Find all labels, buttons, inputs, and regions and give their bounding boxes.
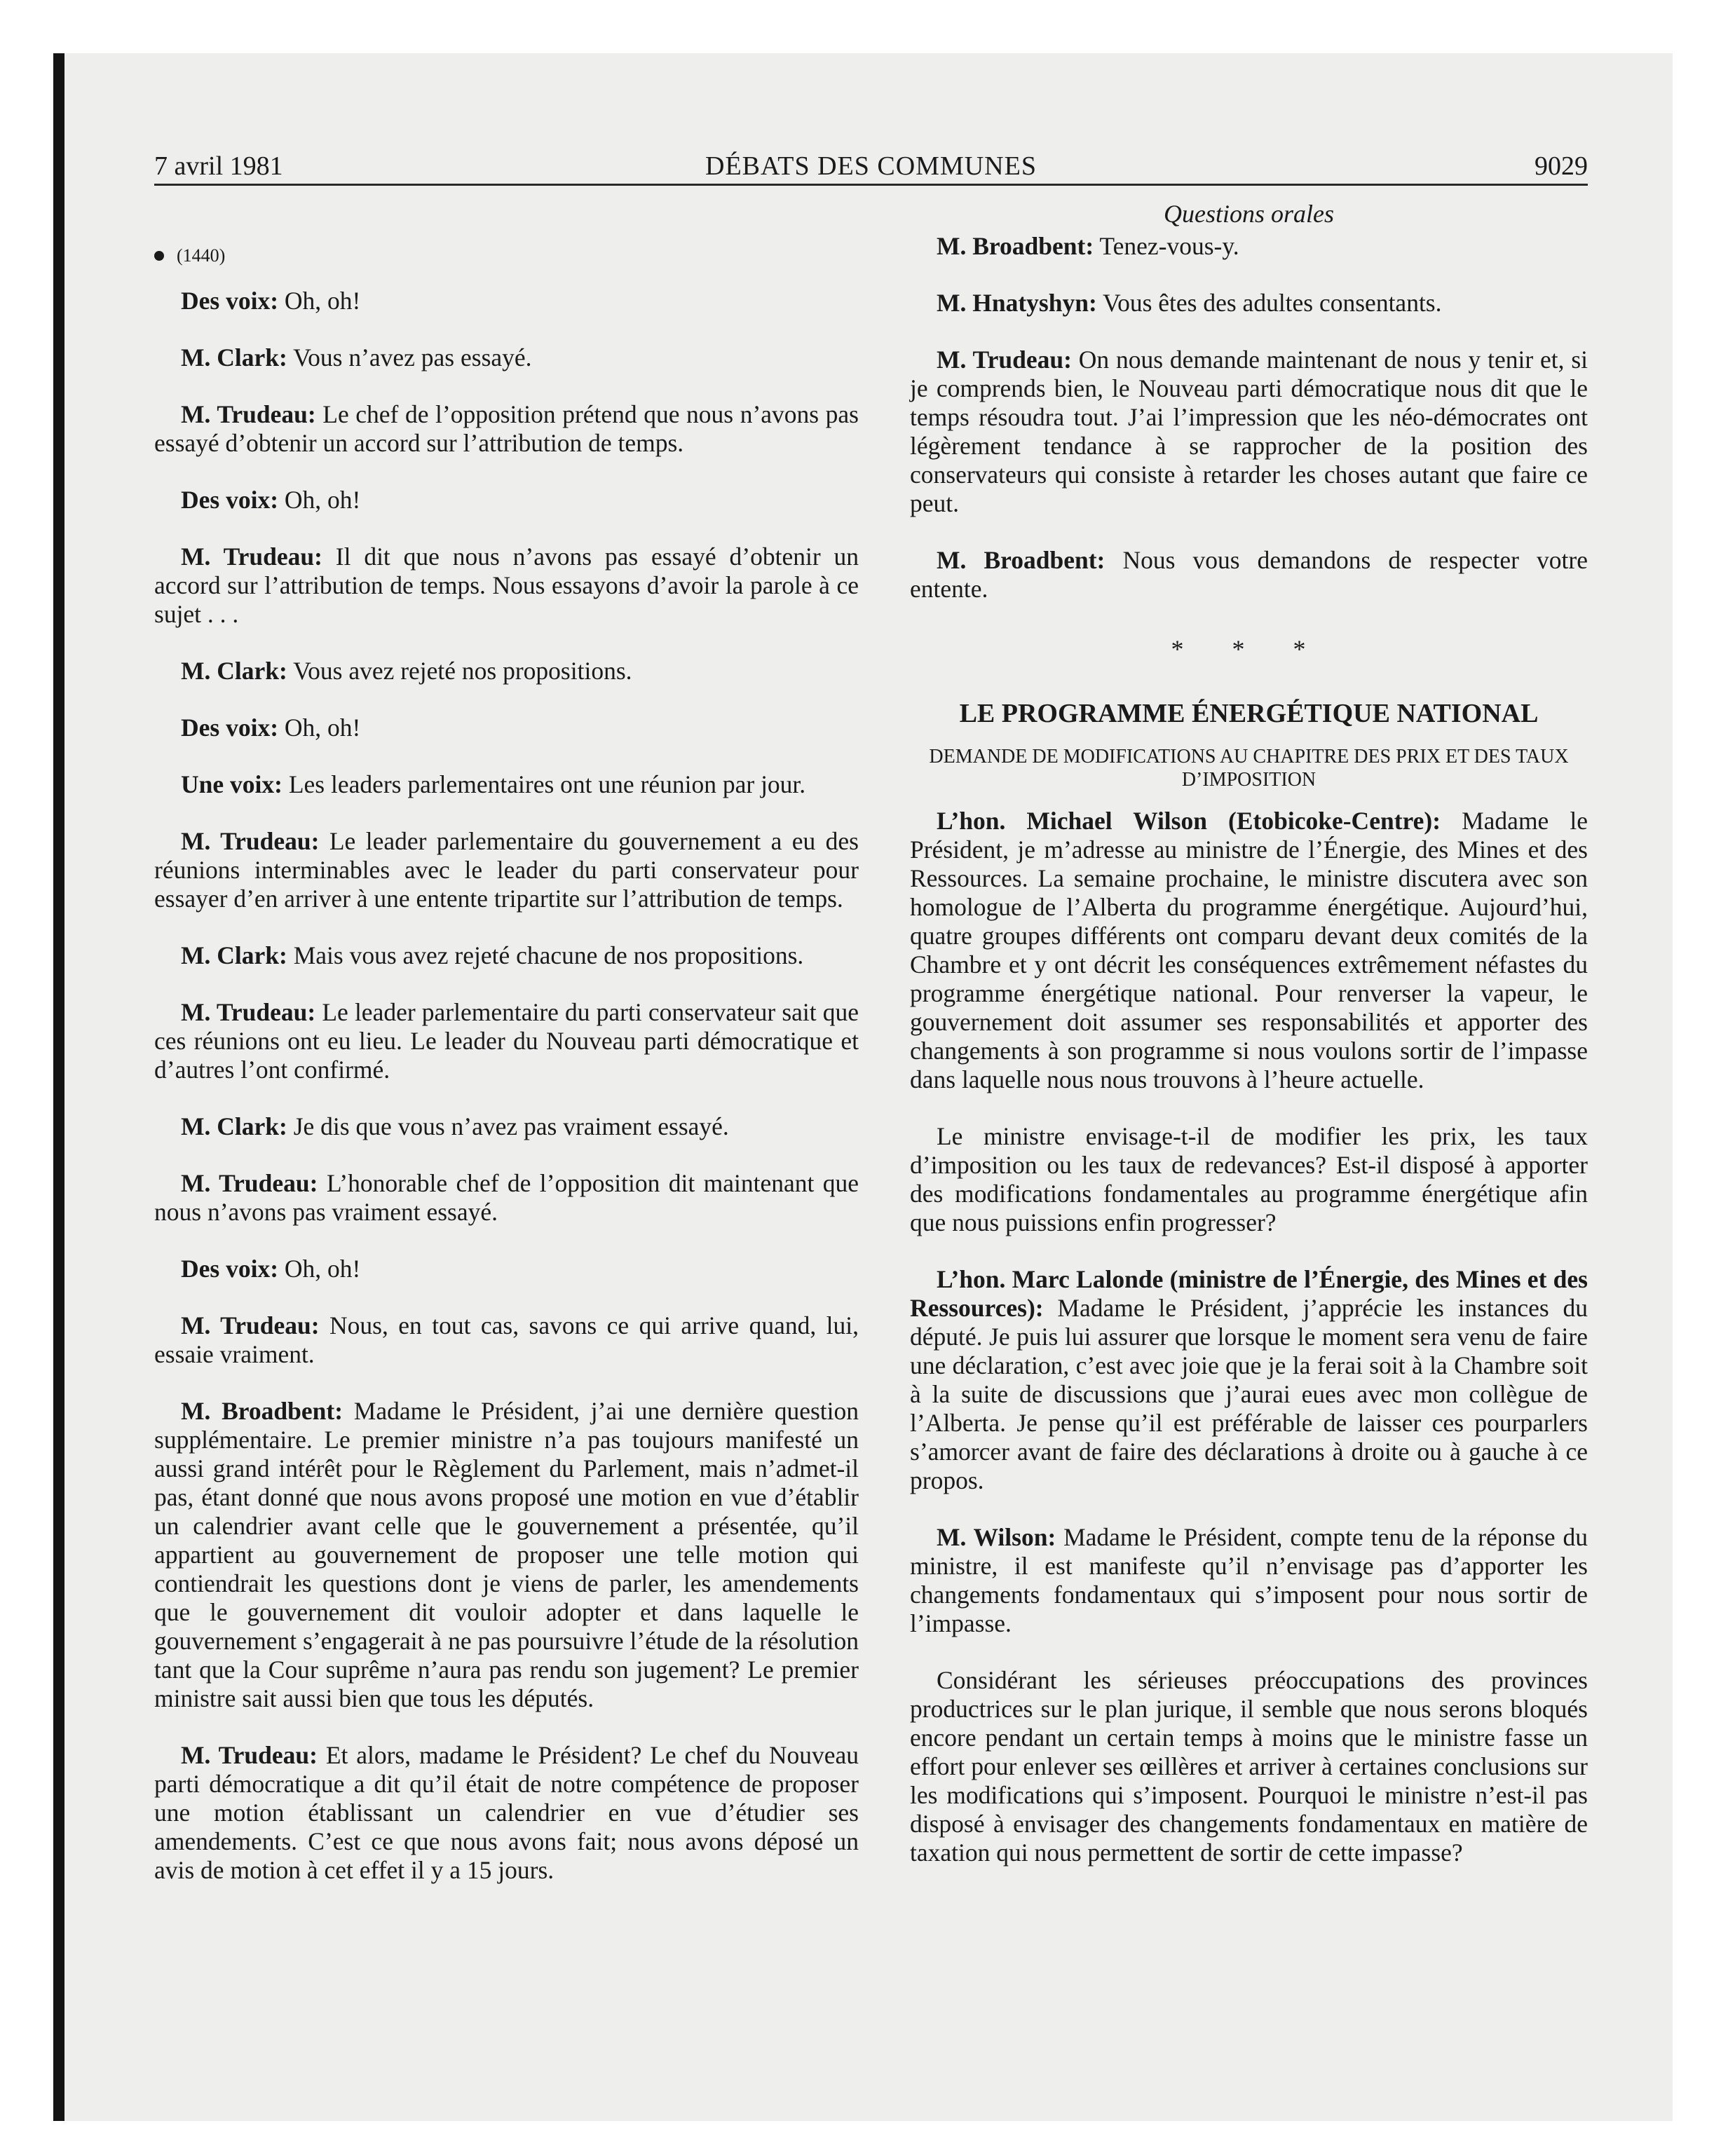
speaker: Des voix: — [181, 714, 279, 742]
speech-text: Nous vous demandons de respecter votre entente. — [910, 546, 1588, 603]
speech-text: Oh, oh! — [284, 486, 361, 514]
speech-entry — [154, 543, 859, 629]
speech-paragraph — [910, 1122, 1588, 1237]
section-separator: * * * — [1171, 635, 1327, 663]
header-date: 7 avril 1981 — [154, 151, 283, 181]
speech-entry — [910, 289, 1588, 318]
speech-entry — [910, 1265, 1588, 1495]
speech-entry — [154, 1311, 859, 1369]
running-head: Questions orales — [1164, 200, 1334, 228]
speech-text: Oh, oh! — [284, 1255, 361, 1283]
speech-entry — [154, 343, 859, 372]
speech-entry — [910, 346, 1588, 518]
speech-paragraph — [910, 1666, 1588, 1867]
speaker: M. Clark: — [181, 343, 287, 371]
speech-entry — [154, 657, 859, 685]
speech-text: Oh, oh! — [284, 714, 361, 742]
speech-text: Il dit que nous n’avons pas essayé d’obtenir un accord sur l’attribution de temps. Nous essayons d’avoir la parole à ce sujet . . . — [154, 543, 859, 628]
speaker: L’hon. Michael Wilson (Etobicoke-Centre): — [937, 807, 1441, 835]
speech-text: Le leader parlementaire du gouvernement a eu des réunions interminables avec le leader du parti conservateur pour essayer d’en arriver à une entente tripartite sur l’attribution de temps. — [154, 827, 859, 913]
speech-text: Le chef de l’opposition prétend que nous n’avons pas essayé d’obtenir un accord sur l’attribution de temps. — [154, 400, 859, 457]
speaker: M. Clark: — [181, 657, 287, 685]
speech-text: Les leaders parlementaires ont une réunion par jour. — [288, 770, 806, 798]
timestamp-text: (1440) — [177, 245, 226, 266]
header-rule — [154, 184, 1588, 186]
speaker: M. Wilson: — [937, 1523, 1056, 1551]
speech-entry — [910, 1523, 1588, 1638]
speech-text: Considérant les sérieuses préoccupations des provinces productrices sur le plan jurique, il semble que nous serons bloqués encore pendant un certain temps à moins que le ministre fasse un effort pour enlever ses œillères et arriver à certaines conclusions sur les modifications qui s’imposent. Pourquoi le ministre n’est-il pas disposé à envisager des changements fondamentaux en matière de taxation qui nous permettent de sortir de cette impasse? — [910, 1666, 1588, 1867]
speaker: M. Trudeau: — [181, 827, 320, 855]
speaker: Des voix: — [181, 287, 279, 315]
speaker: M. Trudeau: — [181, 1311, 320, 1339]
speech-entry — [154, 714, 859, 742]
speech-entry — [910, 546, 1588, 603]
speech-text: Tenez-vous-y. — [1099, 232, 1239, 260]
speech-text: Vous êtes des adultes consentants. — [1103, 289, 1442, 317]
speech-text: Madame le Président, j’ai une dernière question supplémentaire. Le premier ministre n’a pas toujours manifesté un aussi grand intérêt pour le Règlement du Parlement, mais n’admet-il pas, étant donné que nous avons proposé une motion en vue d’établir un calendrier avant celle que le gouvernement a présentée, qu’il appartient au gouvernement de proposer une telle motion qui contiendrait les questions dont je viens de parler, les amendements que le gouvernement dit vouloir adopter et dans laquelle le gouvernement s’engagerait à ne pas poursuivre l’étude de la résolution tant que la Cour suprême n’aura pas rendu son jugement? Le premier ministre sait aussi bien que tous les députés. — [154, 1397, 859, 1712]
speech-entry — [154, 1255, 859, 1283]
speech-entry — [154, 770, 859, 799]
subsection-title: DEMANDE DE MODIFICATIONS AU CHAPITRE DES PRIX ET DES TAUX D’IMPOSITION — [929, 746, 1569, 791]
scan-binding-edge — [53, 53, 64, 2121]
speaker: M. Broadbent: — [937, 546, 1105, 574]
speech-text: Le ministre envisage-t-il de modifier les prix, les taux d’imposition ou les taux de redevances? Est-il disposé à apporter des modifications fondamentales au programme énergétique afin que nous puissions enfin progresser? — [910, 1122, 1588, 1236]
speaker: M. Trudeau: — [937, 346, 1072, 374]
right-column — [910, 198, 1588, 1895]
section-title: LE PROGRAMME ÉNERGÉTIQUE NATIONAL — [959, 699, 1539, 728]
speech-entry — [154, 400, 859, 458]
speech-entry — [154, 486, 859, 514]
speech-entry — [154, 1169, 859, 1227]
timestamp-marker — [154, 242, 859, 270]
speaker: M. Trudeau: — [181, 543, 322, 571]
left-column — [154, 198, 859, 1913]
speech-text: On nous demande maintenant de nous y tenir et, si je comprends bien, le Nouveau parti démocratique nous dit que le temps résoudra tout. J’ai l’impression que les néo-démocrates ont légèrement tendance à se rapprocher de la position des conservateurs qui consiste à retarder les choses autant que faire ce peut. — [910, 346, 1588, 517]
speech-entry — [154, 1112, 859, 1141]
speech-text: Nous, en tout cas, savons ce qui arrive quand, lui, essaie vraiment. — [154, 1311, 859, 1368]
speech-text: Madame le Président, je m’adresse au ministre de l’Énergie, des Mines et des Ressources. La semaine prochaine, le ministre discutera avec son homologue de l’Alberta du programme énergétique. Aujourd’hui, quatre groupes différents ont comparu devant deux comités de la Chambre et y ont décrit les conséquences extrêmement néfastes du programme énergétique national. Pour renverser la vapeur, le gouvernement doit assumer ses responsabilités et apporter des changements à son programme si nous voulons sortir de l’impasse dans laquelle nous nous trouvons à l’heure actuelle. — [910, 807, 1588, 1093]
speaker: M. Trudeau: — [181, 1169, 318, 1197]
speech-text: Vous avez rejeté nos propositions. — [293, 657, 632, 685]
header-page-number: 9029 — [1535, 151, 1588, 181]
speaker: Une voix: — [181, 770, 283, 798]
speech-text: Le leader parlementaire du parti conservateur sait que ces réunions ont eu lieu. Le leader du Nouveau parti démocratique et d’autres l’ont confirmé. — [154, 998, 859, 1084]
speaker: L’hon. Marc Lalonde (ministre de l’Énergie, des Mines et des Ressources): — [910, 1265, 1588, 1322]
speaker: M. Broadbent: — [181, 1397, 343, 1425]
speech-entry — [910, 232, 1588, 261]
speech-text: Oh, oh! — [284, 287, 361, 315]
speech-entry — [154, 287, 859, 315]
speaker: M. Clark: — [181, 941, 287, 969]
bullet-dot-icon — [154, 251, 164, 261]
speech-text: Mais vous avez rejeté chacune de nos propositions. — [293, 941, 804, 969]
speaker: M. Trudeau: — [181, 998, 316, 1026]
speech-entry — [154, 941, 859, 970]
speech-entry — [910, 807, 1588, 1094]
speech-entry — [154, 1397, 859, 1713]
speech-text: Et alors, madame le Président? Le chef du Nouveau parti démocratique a dit qu’il était de notre compétence de proposer une motion établissant un calendrier en vue d’étudier ses amendements. C’est ce que nous avons fait; nous avons déposé un avis de motion à cet effet il y a 15 jours. — [154, 1741, 859, 1884]
speech-text: Madame le Président, j’apprécie les instances du député. Je puis lui assurer que lorsque le moment sera venu de faire une déclaration, c’est avec joie que je la ferai soit à la Chambre soit à la suite de discussions que j’aurai eues avec mon collègue de l’Alberta. Je pense qu’il est préférable de laisser ces pourparlers s’amorcer avant de faire des déclarations à droite ou à gauche à ce propos. — [910, 1294, 1588, 1494]
speech-entry — [154, 827, 859, 913]
speech-entry — [154, 1741, 859, 1885]
speaker: M. Trudeau: — [181, 400, 316, 428]
speaker: Des voix: — [181, 1255, 279, 1283]
speech-text: Je dis que vous n’avez pas vraiment essayé. — [293, 1112, 729, 1140]
page-header — [154, 149, 1588, 184]
header-title: DÉBATS DES COMMUNES — [705, 151, 1037, 181]
speaker: M. Hnatyshyn: — [937, 289, 1097, 317]
speech-text: Vous n’avez pas essayé. — [293, 343, 532, 371]
speech-text: Madame le Président, compte tenu de la réponse du ministre, il est manifeste qu’il n’envisage pas d’apporter les changements fondamentaux qui s’imposent pour nous sortir de l’impasse. — [910, 1523, 1588, 1637]
speaker: M. Clark: — [181, 1112, 287, 1140]
speaker: Des voix: — [181, 486, 279, 514]
speaker: M. Broadbent: — [937, 232, 1094, 260]
speaker: M. Trudeau: — [181, 1741, 318, 1769]
speech-text: L’honorable chef de l’opposition dit maintenant que nous n’avons pas vraiment essayé. — [154, 1169, 859, 1226]
speech-entry — [154, 998, 859, 1084]
